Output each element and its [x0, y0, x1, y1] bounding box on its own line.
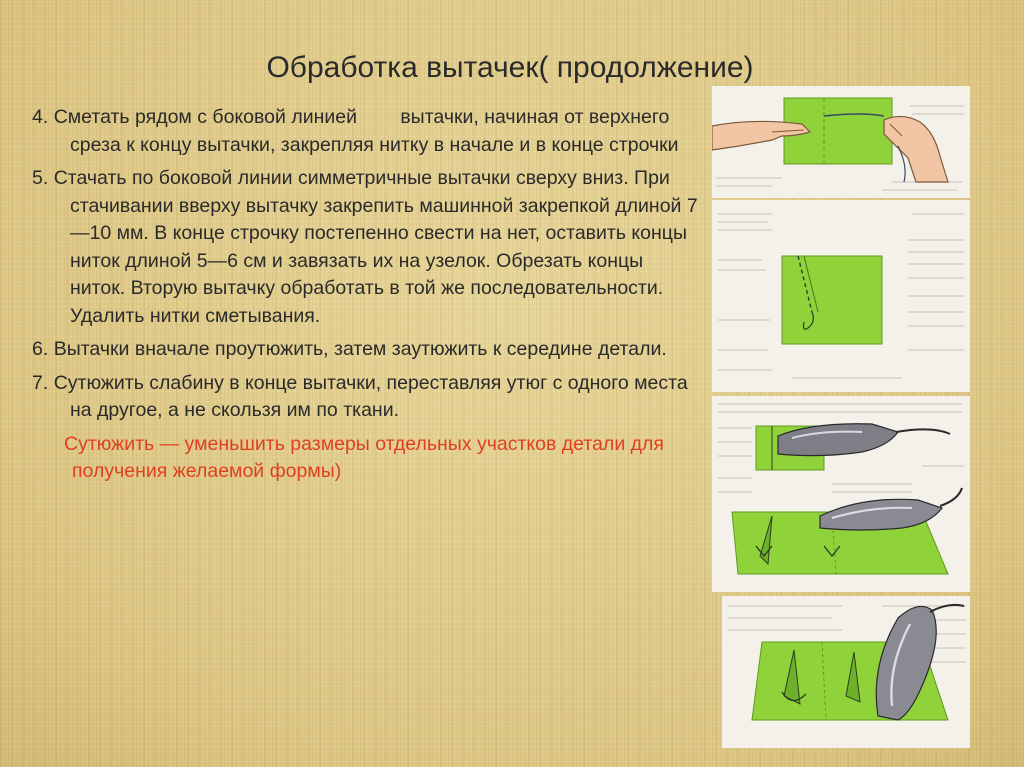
stitching-illustration [712, 200, 970, 392]
step-number: 4. [32, 106, 54, 128]
step-4 [32, 104, 702, 159]
step-6 [32, 336, 702, 364]
step-text: Стачать по боковой линии симметричные вытачки сверху вниз. При стачивании вверху вытачку закрепить машинной закрепкой длиной 7—10 мм. В конце строчку постепенно свести на нет, оставить концы ниток длиной 5—6 см и завязать их на узелок. Обрезать концы ниток. Вторую вытачку обработать в той же последовательности. Удалить нитки сметывания. [53, 167, 698, 327]
pressing-illustration [712, 396, 970, 592]
step-text: Сметать рядом с боковой линией вытачки, начиная от верхнего среза к концу вытачки, закрепляя нитку в начале и в конце строчки [53, 106, 679, 156]
definition-note: Сутюжить — уменьшить размеры отдельных участков детали для получения желаемой формы) [64, 432, 664, 482]
step-number: 6. [32, 338, 54, 360]
step-text: Сутюжить слабину в конце вытачки, переставляя утюг с одного места на другое, а не скользя им по ткани. [53, 371, 694, 421]
step-number: 5. [32, 167, 54, 189]
shrinking-illustration [722, 596, 970, 748]
step-5 [32, 165, 702, 330]
step-7 [32, 370, 702, 425]
instruction-list [32, 104, 702, 486]
step-number: 7. [32, 371, 54, 394]
slide-title: Обработка вытачек( продолжение) [266, 51, 754, 84]
step-text: Вытачки вначале проутюжить, затем заутюжить к середине детали. [53, 338, 667, 360]
basting-illustration [712, 86, 970, 198]
